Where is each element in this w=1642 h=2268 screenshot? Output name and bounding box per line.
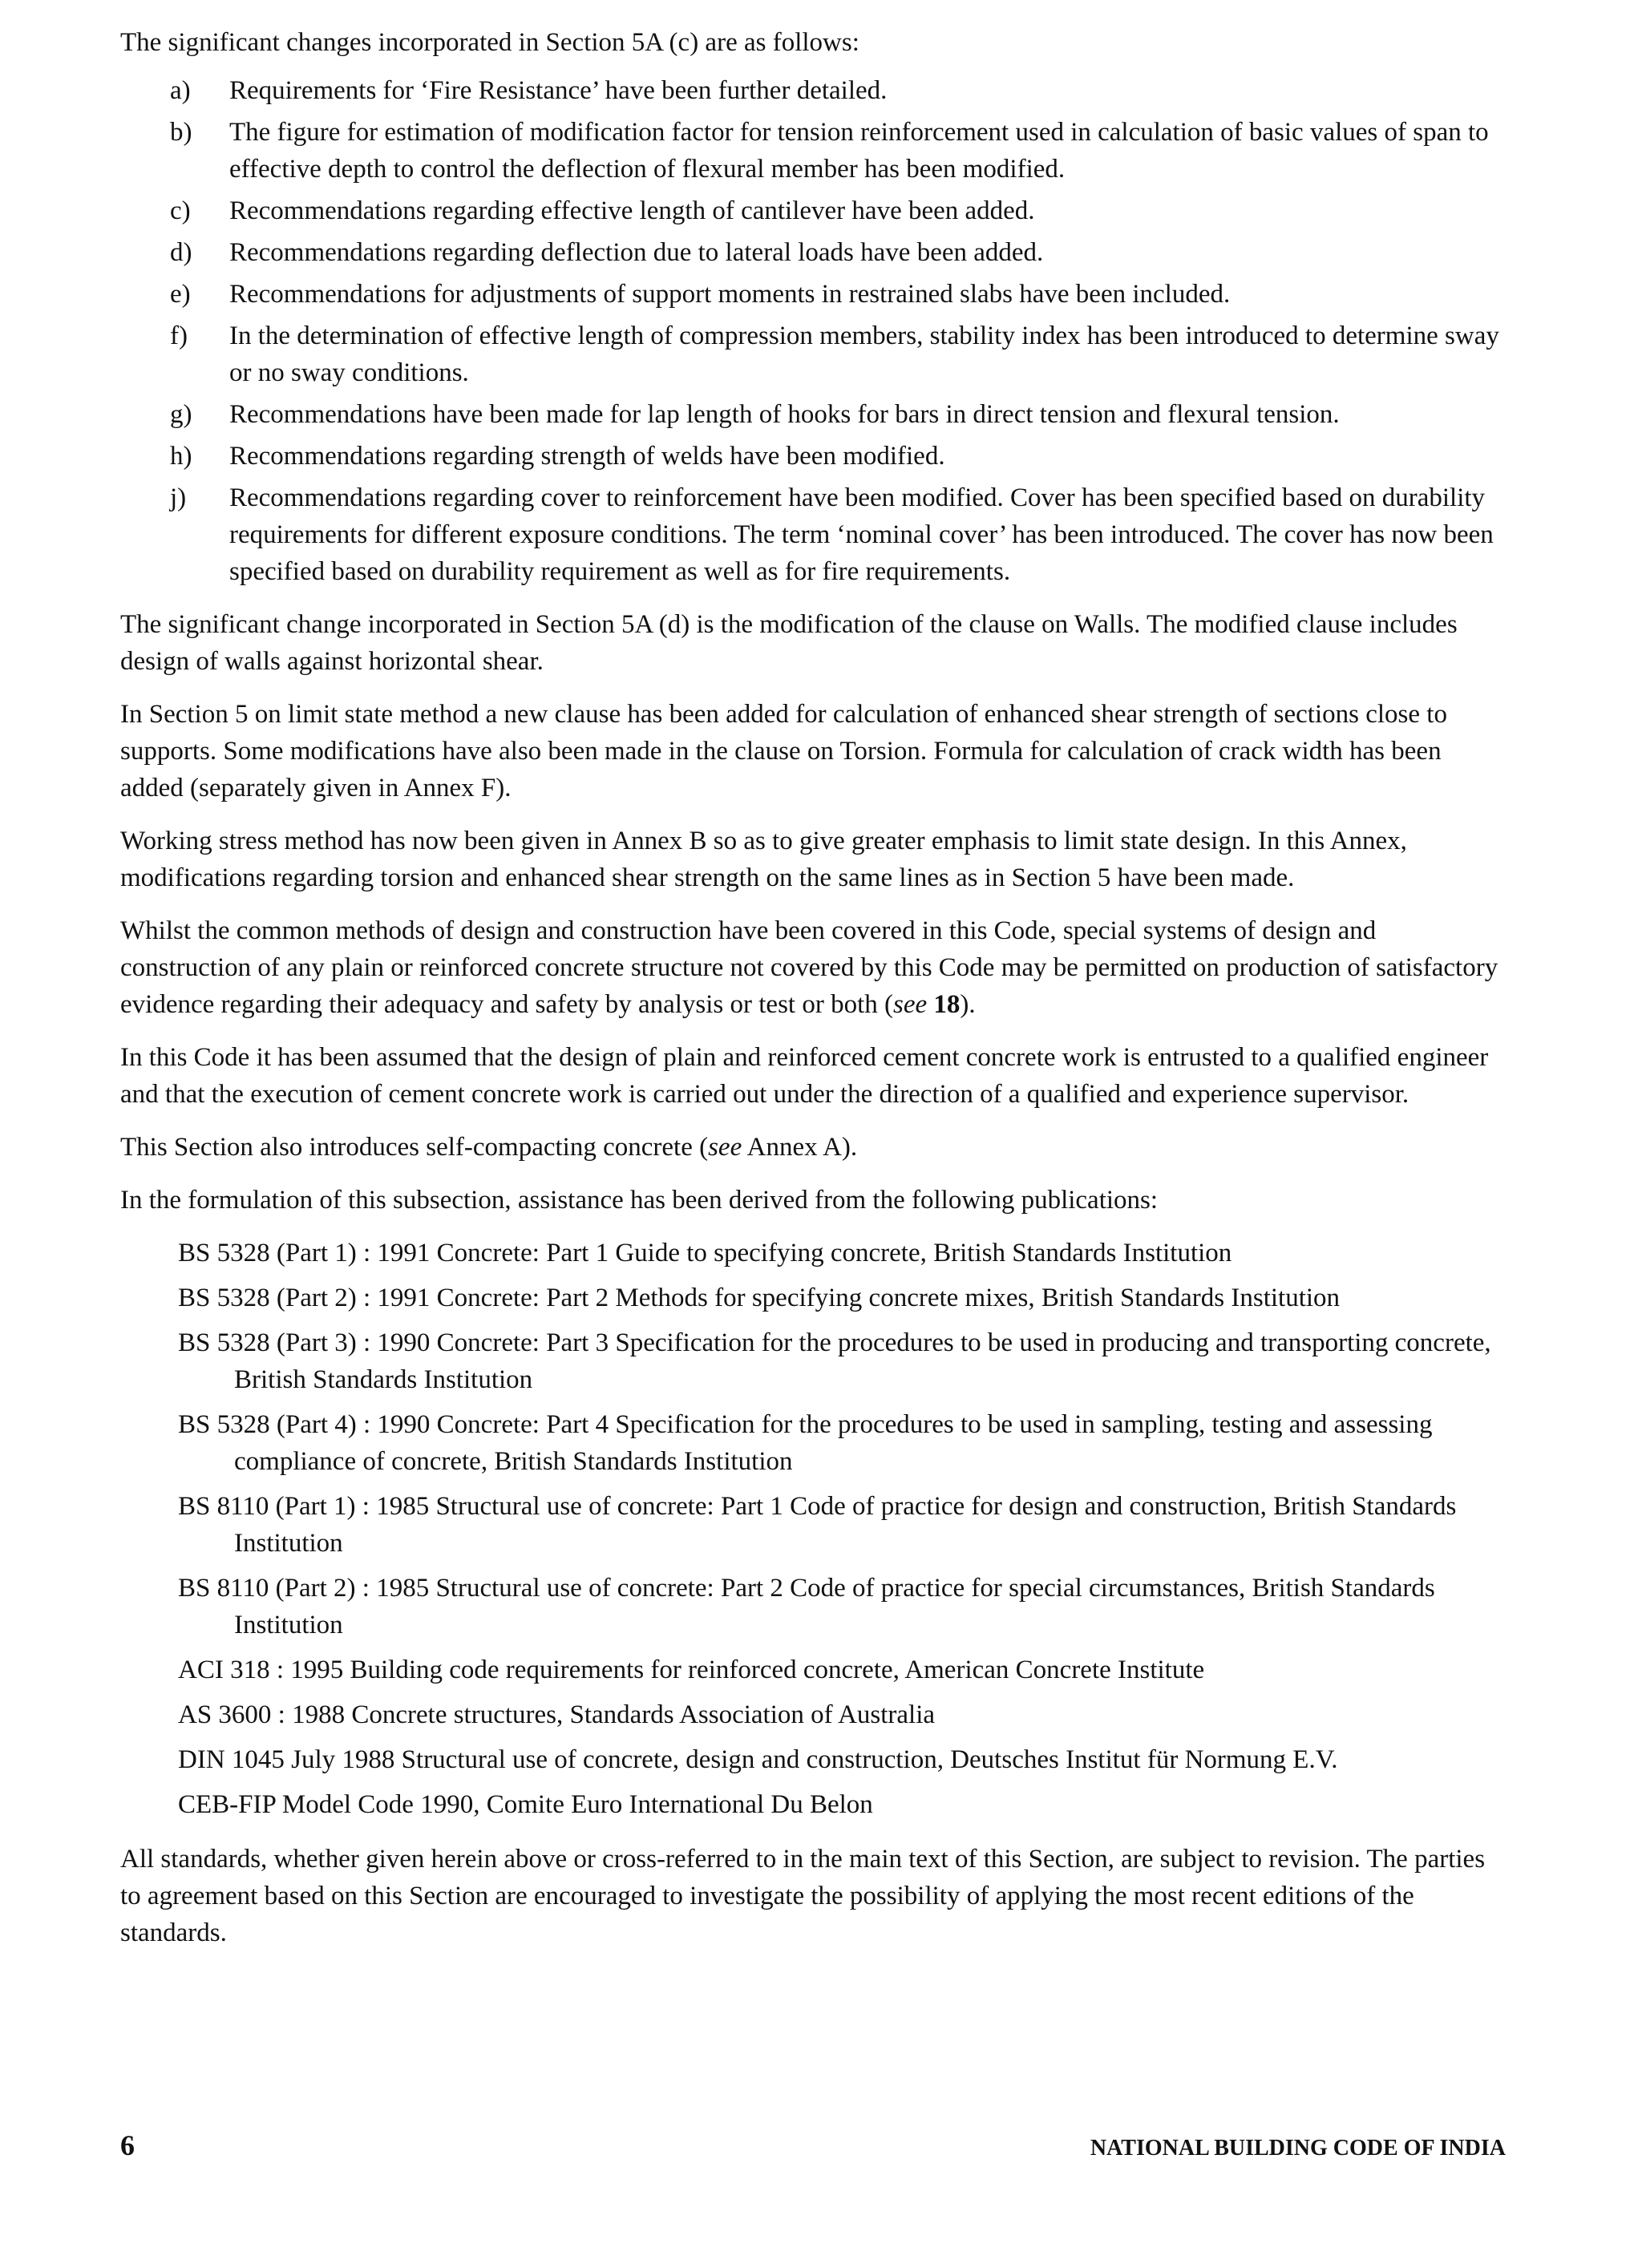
- page-body: [120, 24, 1506, 1967]
- section-5a-c-intro: The significant changes incorporated in Section 5A (c) are as follows:: [120, 28, 859, 57]
- reference-item: BS 8110 (Part 2) : 1985 Structural use of concrete: Part 2 Code of practice for special circumstances, British Standards Institution: [178, 1574, 1435, 1639]
- list-item-text: Recommendations have been made for lap length of hooks for bars in direct tension and flexural tension.: [229, 400, 1340, 429]
- list-item: [120, 276, 1506, 313]
- list-item: [120, 114, 1506, 188]
- list-item: [120, 317, 1506, 391]
- reference-item: DIN 1045 July 1988 Structural use of concrete, design and construction, Deutsches Institut für Normung E.V.: [178, 1745, 1338, 1774]
- list-item: [120, 72, 1506, 109]
- list-item-label: g): [170, 400, 192, 429]
- paragraph-special-systems: [120, 912, 1506, 1023]
- list-item-text: The figure for estimation of modification factor for tension reinforcement used in calculation of basic values of span to effective depth to control the deflection of flexural member has been modified.: [229, 118, 1489, 184]
- paragraph-publications-intro: In the formulation of this subsection, assistance has been derived from the following publications:: [120, 1186, 1159, 1215]
- changes-list: [120, 72, 1506, 590]
- list-item-label: h): [170, 442, 192, 471]
- paragraph-qualified-engineer: In this Code it has been assumed that the design of plain and reinforced cement concrete work is entrusted to a qualified engineer and that the execution of cement concrete work is carried out under the direction of a qualified and experience supervisor.: [120, 1043, 1489, 1109]
- list-item-label: f): [170, 321, 188, 350]
- list-item-text: Recommendations regarding deflection due to lateral loads have been added.: [229, 238, 1044, 267]
- reference-item: AS 3600 : 1988 Concrete structures, Standards Association of Australia: [178, 1700, 936, 1729]
- footer-title: NATIONAL BUILDING CODE OF INDIA: [1090, 2136, 1506, 2161]
- paragraph-working-stress: Working stress method has now been given in Annex B so as to give greater emphasis to limit state design. In this Annex, modifications regarding torsion and enhanced shear strength on the same lines as in Section 5 have been made.: [120, 827, 1407, 892]
- see-reference: see: [708, 1133, 742, 1162]
- list-item: [120, 438, 1506, 475]
- paragraph-text-end: ).: [960, 990, 976, 1019]
- list-item-label: d): [170, 238, 192, 267]
- paragraph-self-compacting: [120, 1129, 1506, 1166]
- see-reference: see: [892, 990, 928, 1019]
- reference-item: CEB-FIP Model Code 1990, Comite Euro International Du Belon: [178, 1790, 873, 1819]
- paragraph-text-end: Annex A).: [742, 1133, 858, 1162]
- list-item: [120, 396, 1506, 433]
- paragraph-section-5a-d: The significant change incorporated in Section 5A (d) is the modification of the clause on Walls. The modified clause includes design of walls against horizontal shear.: [120, 610, 1458, 676]
- list-item-text: Recommendations regarding cover to reinforcement have been modified. Cover has been specified based on durability requirements for different exposure conditions. The term ‘nominal cover’ has been introduced. The cover has now been specified based on durability requirement as well as for fire requirements.: [229, 483, 1494, 586]
- reference-item: BS 5328 (Part 1) : 1991 Concrete: Part 1 Guide to specifying concrete, British Standards Institution: [178, 1239, 1232, 1267]
- list-item-text: Recommendations for adjustments of support moments in restrained slabs have been included.: [229, 280, 1231, 309]
- paragraph-closing: All standards, whether given herein above or cross-referred to in the main text of this Section, are subject to revision. The parties to agreement based on this Section are encouraged to investigate the possibility of applying the most recent editions of the standards.: [120, 1845, 1486, 1947]
- list-item-text: In the determination of effective length of compression members, stability index has been introduced to determine sway or no sway conditions.: [229, 321, 1499, 387]
- references-list: [120, 1235, 1506, 1823]
- list-item-label: a): [170, 76, 191, 105]
- paragraph-text: This Section also introduces self-compacting concrete (: [120, 1133, 709, 1162]
- paragraph-text: Whilst the common methods of design and construction have been covered in this Code, special systems of design and construction of any plain or reinforced concrete structure not covered by this Code may be permitted on production of satisfactory evidence regarding their adequacy and safety by analysis or test or both (: [120, 916, 1498, 1019]
- list-item-text: Recommendations regarding effective length of cantilever have been added.: [229, 196, 1035, 225]
- list-item: [120, 479, 1506, 590]
- reference-item: BS 5328 (Part 2) : 1991 Concrete: Part 2 Methods for specifying concrete mixes, British Standards Institution: [178, 1284, 1341, 1312]
- page-footer: [120, 2129, 1506, 2162]
- list-item-label: b): [170, 118, 192, 147]
- reference-item: ACI 318 : 1995 Building code requirements for reinforced concrete, American Concrete Institute: [178, 1656, 1205, 1684]
- list-item-text: Recommendations regarding strength of welds have been modified.: [229, 442, 945, 471]
- page-number: 6: [120, 2129, 135, 2161]
- list-item-label: c): [170, 196, 191, 225]
- reference-item: BS 8110 (Part 1) : 1985 Structural use of concrete: Part 1 Code of practice for design and construction, British Standards Institution: [178, 1492, 1457, 1558]
- reference-item: BS 5328 (Part 4) : 1990 Concrete: Part 4 Specification for the procedures to be used in sampling, testing and assessing compliance of concrete, British Standards Institution: [178, 1410, 1433, 1476]
- clause-reference: 18: [933, 990, 961, 1019]
- list-item-label: j): [170, 483, 187, 512]
- list-item: [120, 192, 1506, 229]
- list-item-text: Requirements for ‘Fire Resistance’ have been further detailed.: [229, 76, 888, 105]
- reference-item: BS 5328 (Part 3) : 1990 Concrete: Part 3 Specification for the procedures to be used in producing and transporting concrete, British Standards Institution: [178, 1328, 1491, 1394]
- list-item-label: e): [170, 280, 191, 309]
- list-item: [120, 234, 1506, 271]
- paragraph-section-5: In Section 5 on limit state method a new clause has been added for calculation of enhanced shear strength of sections close to supports. Some modifications have also been made in the clause on Torsion. Formula for calculation of crack width has been added (separately given in Annex F).: [120, 700, 1447, 802]
